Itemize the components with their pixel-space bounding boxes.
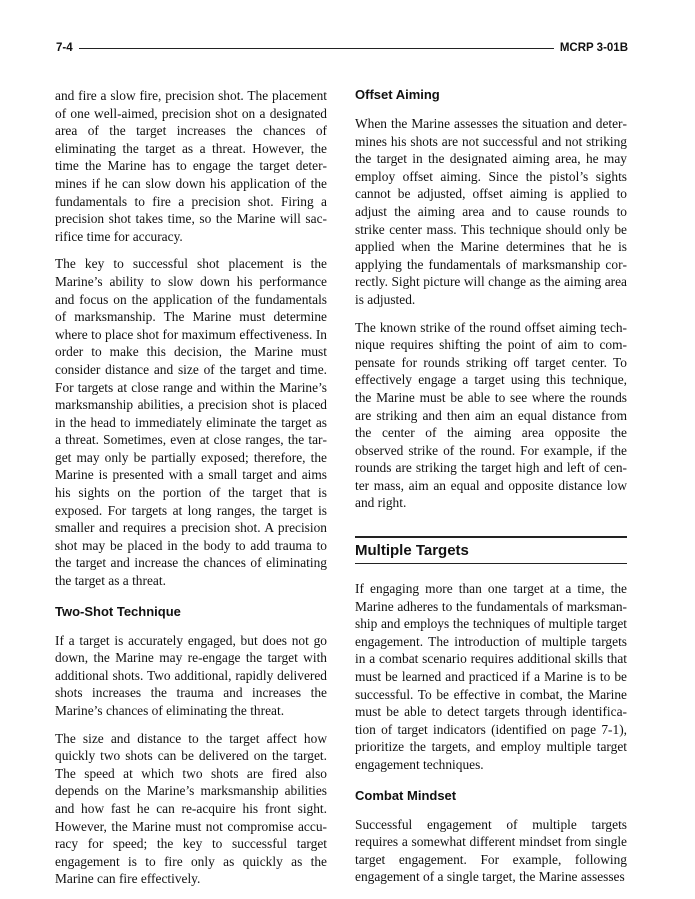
- heading-offset-aiming: Offset Aiming: [355, 87, 440, 102]
- left-paragraph-3: If a target is accurately engaged, but does not go down, the Marine may re-engage the target with additional shots. Two additional, rapidly delivered shots increases the trauma and increases the Marine’s chances of eliminating the threat.: [55, 632, 327, 718]
- right-paragraph-3: If engaging more than one target at a time, the Marine adheres to the fundamentals of marksmanship and employs the techniques of multiple target engagement. The introduction of multiple targets in a combat scenario requires additional skills that must be learned and practiced if a Marine is to be successful. To be effective in combat, the Marine must be able to detect targets through identification of target indicators (identified on page 7-1), prioritize the targets, and employ multiple target engagement techniques.: [355, 581, 627, 772]
- section-title: Multiple Targets: [355, 542, 469, 560]
- right-paragraph-1: When the Marine assesses the situation and determines his shots are not successful and not striking the target in the designated aiming area, he may employ offset aiming. Since the pistol’s sights cannot be adjusted, offset aiming is applied to adjust the aiming area and to cause rounds to strike center mass. This technique should only be applied when the Marine determines that he is applying the fundamentals of marksmanship correctly. Sight picture will change as the aiming area is adjusted.: [355, 116, 627, 307]
- publication-id: MCRP 3-01B: [559, 42, 628, 54]
- right-paragraph-4: Successful engagement of multiple targets requires a somewhat different mindset from single target engagement. For example, following engagement of a single target, the Marine assesses: [355, 816, 627, 885]
- header-rule: [79, 48, 554, 49]
- left-column: [55, 87, 327, 898]
- page-number: 7-4: [56, 42, 73, 54]
- left-paragraph-1: and fire a slow fire, precision shot. The placement of one well-aimed, precision shot on a designated area of the target increases the chances of eliminating the target as a threat. However, the time the Marine has to engage the target determines if he can slow down his application of the fundamentals to fire a precision shot. Firing a precision shot takes time, so the Marine will sacrifice time for accuracy.: [55, 88, 327, 244]
- running-header: [56, 40, 628, 56]
- left-paragraph-2: The key to successful shot placement is the Marine’s ability to slow down his performance and focus on the application of the fundamentals of marksmanship. The Marine must determine where to place shot for maximum effectiveness. In order to make this decision, the Marine must consider distance and size of the target and time. For targets at close range and within the Marine’s marksmanship abilities, a precision shot is placed in the head to immediately eliminate the target as a threat. Sometimes, even at close ranges, the target may only be partially exposed; therefore, the Marine is presented with a small target and aims his sights on the portion of the target that is exposed. For targets at long ranges, the target is smaller and requires a precision shot. A precision shot may be placed in the body to add trauma to the target and increase the chances of eliminating the target as a threat.: [55, 256, 327, 589]
- heading-combat-mindset: Combat Mindset: [355, 787, 457, 803]
- heading-two-shot-technique: Two-Shot Technique: [55, 603, 181, 619]
- heading-multiple-targets: [355, 536, 627, 564]
- right-column: [355, 87, 627, 896]
- right-paragraph-2: The known strike of the round offset aiming technique requires shifting the point of aim to compensate for rounds striking off target center. To effectively engage a target using this technique, the Marine must be able to see where the rounds are striking and then aim an equal distance from the center of the aiming area opposite the observed strike of the round. For example, if the rounds are striking the target high and left of center mass, aim an equal and opposite distance low and right.: [355, 319, 627, 511]
- left-paragraph-4: The size and distance to the target affect how quickly two shots can be delivered on the target. The speed at which two shots are fired also depends on the Marine’s marksmanship abilities and how fast he can re-acquire his front sight. However, the Marine must not compromise accuracy for speed; the key to successful target engagement is to fire only as quickly as the Marine can fire effectively.: [55, 730, 327, 887]
